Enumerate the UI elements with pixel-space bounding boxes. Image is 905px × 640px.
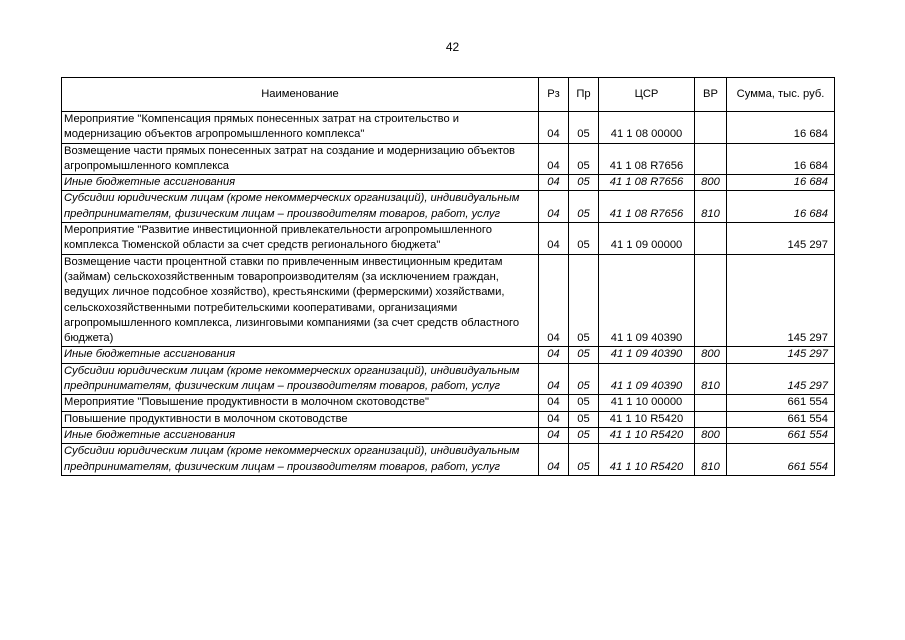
cell-pr: 05 [569, 112, 599, 144]
cell-name: Субсидии юридическим лицам (кроме некоммерческих организаций), индивидуальным предпринимателям, физическим лицам – производителям товаров, работ, услуг [62, 363, 539, 395]
budget-table [61, 77, 835, 476]
table-header-row [62, 78, 835, 112]
cell-rz: 04 [539, 347, 569, 363]
table-row [62, 444, 835, 476]
header-vr: ВР [695, 78, 727, 112]
cell-sum: 145 297 [727, 363, 835, 395]
cell-vr: 810 [695, 363, 727, 395]
cell-name: Мероприятие "Развитие инвестиционной привлекательности агропромышленного комплекса Тюменской области за счет средств регионального бюджета" [62, 223, 539, 255]
table-row [62, 395, 835, 411]
cell-vr: 800 [695, 427, 727, 443]
cell-sum: 145 297 [727, 223, 835, 255]
cell-vr: 810 [695, 191, 727, 223]
cell-csr: 41 1 08 R7656 [599, 191, 695, 223]
table-row [62, 254, 835, 347]
cell-vr [695, 143, 727, 175]
cell-csr: 41 1 09 40390 [599, 347, 695, 363]
cell-pr: 05 [569, 347, 599, 363]
cell-vr [695, 254, 727, 347]
cell-vr [695, 395, 727, 411]
table-row [62, 427, 835, 443]
cell-csr: 41 1 10 R5420 [599, 411, 695, 427]
table-row [62, 112, 835, 144]
cell-rz: 04 [539, 112, 569, 144]
cell-rz: 04 [539, 427, 569, 443]
cell-pr: 05 [569, 223, 599, 255]
cell-sum: 145 297 [727, 254, 835, 347]
cell-vr: 800 [695, 347, 727, 363]
cell-sum: 16 684 [727, 191, 835, 223]
header-rz: Рз [539, 78, 569, 112]
cell-sum: 16 684 [727, 112, 835, 144]
cell-sum: 661 554 [727, 444, 835, 476]
cell-rz: 04 [539, 175, 569, 191]
cell-pr: 05 [569, 254, 599, 347]
header-name: Наименование [62, 78, 539, 112]
cell-pr: 05 [569, 411, 599, 427]
cell-sum: 145 297 [727, 347, 835, 363]
cell-sum: 661 554 [727, 395, 835, 411]
cell-pr: 05 [569, 444, 599, 476]
table-body [62, 112, 835, 476]
cell-csr: 41 1 08 R7656 [599, 143, 695, 175]
cell-rz: 04 [539, 444, 569, 476]
cell-pr: 05 [569, 363, 599, 395]
table-row [62, 191, 835, 223]
cell-rz: 04 [539, 143, 569, 175]
header-pr: Пр [569, 78, 599, 112]
cell-pr: 05 [569, 143, 599, 175]
table-row [62, 347, 835, 363]
cell-csr: 41 1 08 00000 [599, 112, 695, 144]
cell-rz: 04 [539, 223, 569, 255]
cell-name: Возмещение части процентной ставки по привлеченным инвестиционным кредитам (займам) сельскохозяйственным товаропроизводителям (за исключением граждан, ведущих личное подсобное хозяйство), крестьянскими (фермерскими) хозяйствами, сельскохозяйственными потребительскими кооперативами, организациями агропромышленного комплекса, лизинговыми компаниями (за счет средств областного бюджета) [62, 254, 539, 347]
cell-vr [695, 411, 727, 427]
header-csr: ЦСР [599, 78, 695, 112]
cell-rz: 04 [539, 363, 569, 395]
cell-pr: 05 [569, 427, 599, 443]
cell-sum: 661 554 [727, 427, 835, 443]
cell-csr: 41 1 09 00000 [599, 223, 695, 255]
cell-name: Возмещение части прямых понесенных затрат на создание и модернизацию объектов агропромышленного комплекса [62, 143, 539, 175]
cell-name: Субсидии юридическим лицам (кроме некоммерческих организаций), индивидуальным предпринимателям, физическим лицам – производителям товаров, работ, услуг [62, 444, 539, 476]
cell-sum: 661 554 [727, 411, 835, 427]
table-row [62, 363, 835, 395]
cell-csr: 41 1 10 R5420 [599, 444, 695, 476]
cell-name: Иные бюджетные ассигнования [62, 175, 539, 191]
cell-sum: 16 684 [727, 175, 835, 191]
header-sum: Сумма, тыс. руб. [727, 78, 835, 112]
cell-sum: 16 684 [727, 143, 835, 175]
cell-vr [695, 112, 727, 144]
cell-csr: 41 1 09 40390 [599, 363, 695, 395]
cell-pr: 05 [569, 175, 599, 191]
cell-csr: 41 1 09 40390 [599, 254, 695, 347]
table-row [62, 411, 835, 427]
cell-name: Повышение продуктивности в молочном скотоводстве [62, 411, 539, 427]
cell-vr [695, 223, 727, 255]
cell-vr: 800 [695, 175, 727, 191]
cell-name: Иные бюджетные ассигнования [62, 427, 539, 443]
cell-name: Мероприятие "Компенсация прямых понесенных затрат на строительство и модернизацию объектов агропромышленного комплекса" [62, 112, 539, 144]
cell-csr: 41 1 08 R7656 [599, 175, 695, 191]
cell-rz: 04 [539, 254, 569, 347]
cell-name: Иные бюджетные ассигнования [62, 347, 539, 363]
table-row [62, 223, 835, 255]
cell-pr: 05 [569, 191, 599, 223]
cell-rz: 04 [539, 191, 569, 223]
table-row [62, 143, 835, 175]
cell-csr: 41 1 10 00000 [599, 395, 695, 411]
cell-rz: 04 [539, 395, 569, 411]
cell-rz: 04 [539, 411, 569, 427]
cell-name: Мероприятие "Повышение продуктивности в молочном скотоводстве" [62, 395, 539, 411]
page-number: 42 [445, 40, 460, 54]
cell-csr: 41 1 10 R5420 [599, 427, 695, 443]
cell-vr: 810 [695, 444, 727, 476]
cell-pr: 05 [569, 395, 599, 411]
table-row [62, 175, 835, 191]
cell-name: Субсидии юридическим лицам (кроме некоммерческих организаций), индивидуальным предпринимателям, физическим лицам – производителям товаров, работ, услуг [62, 191, 539, 223]
